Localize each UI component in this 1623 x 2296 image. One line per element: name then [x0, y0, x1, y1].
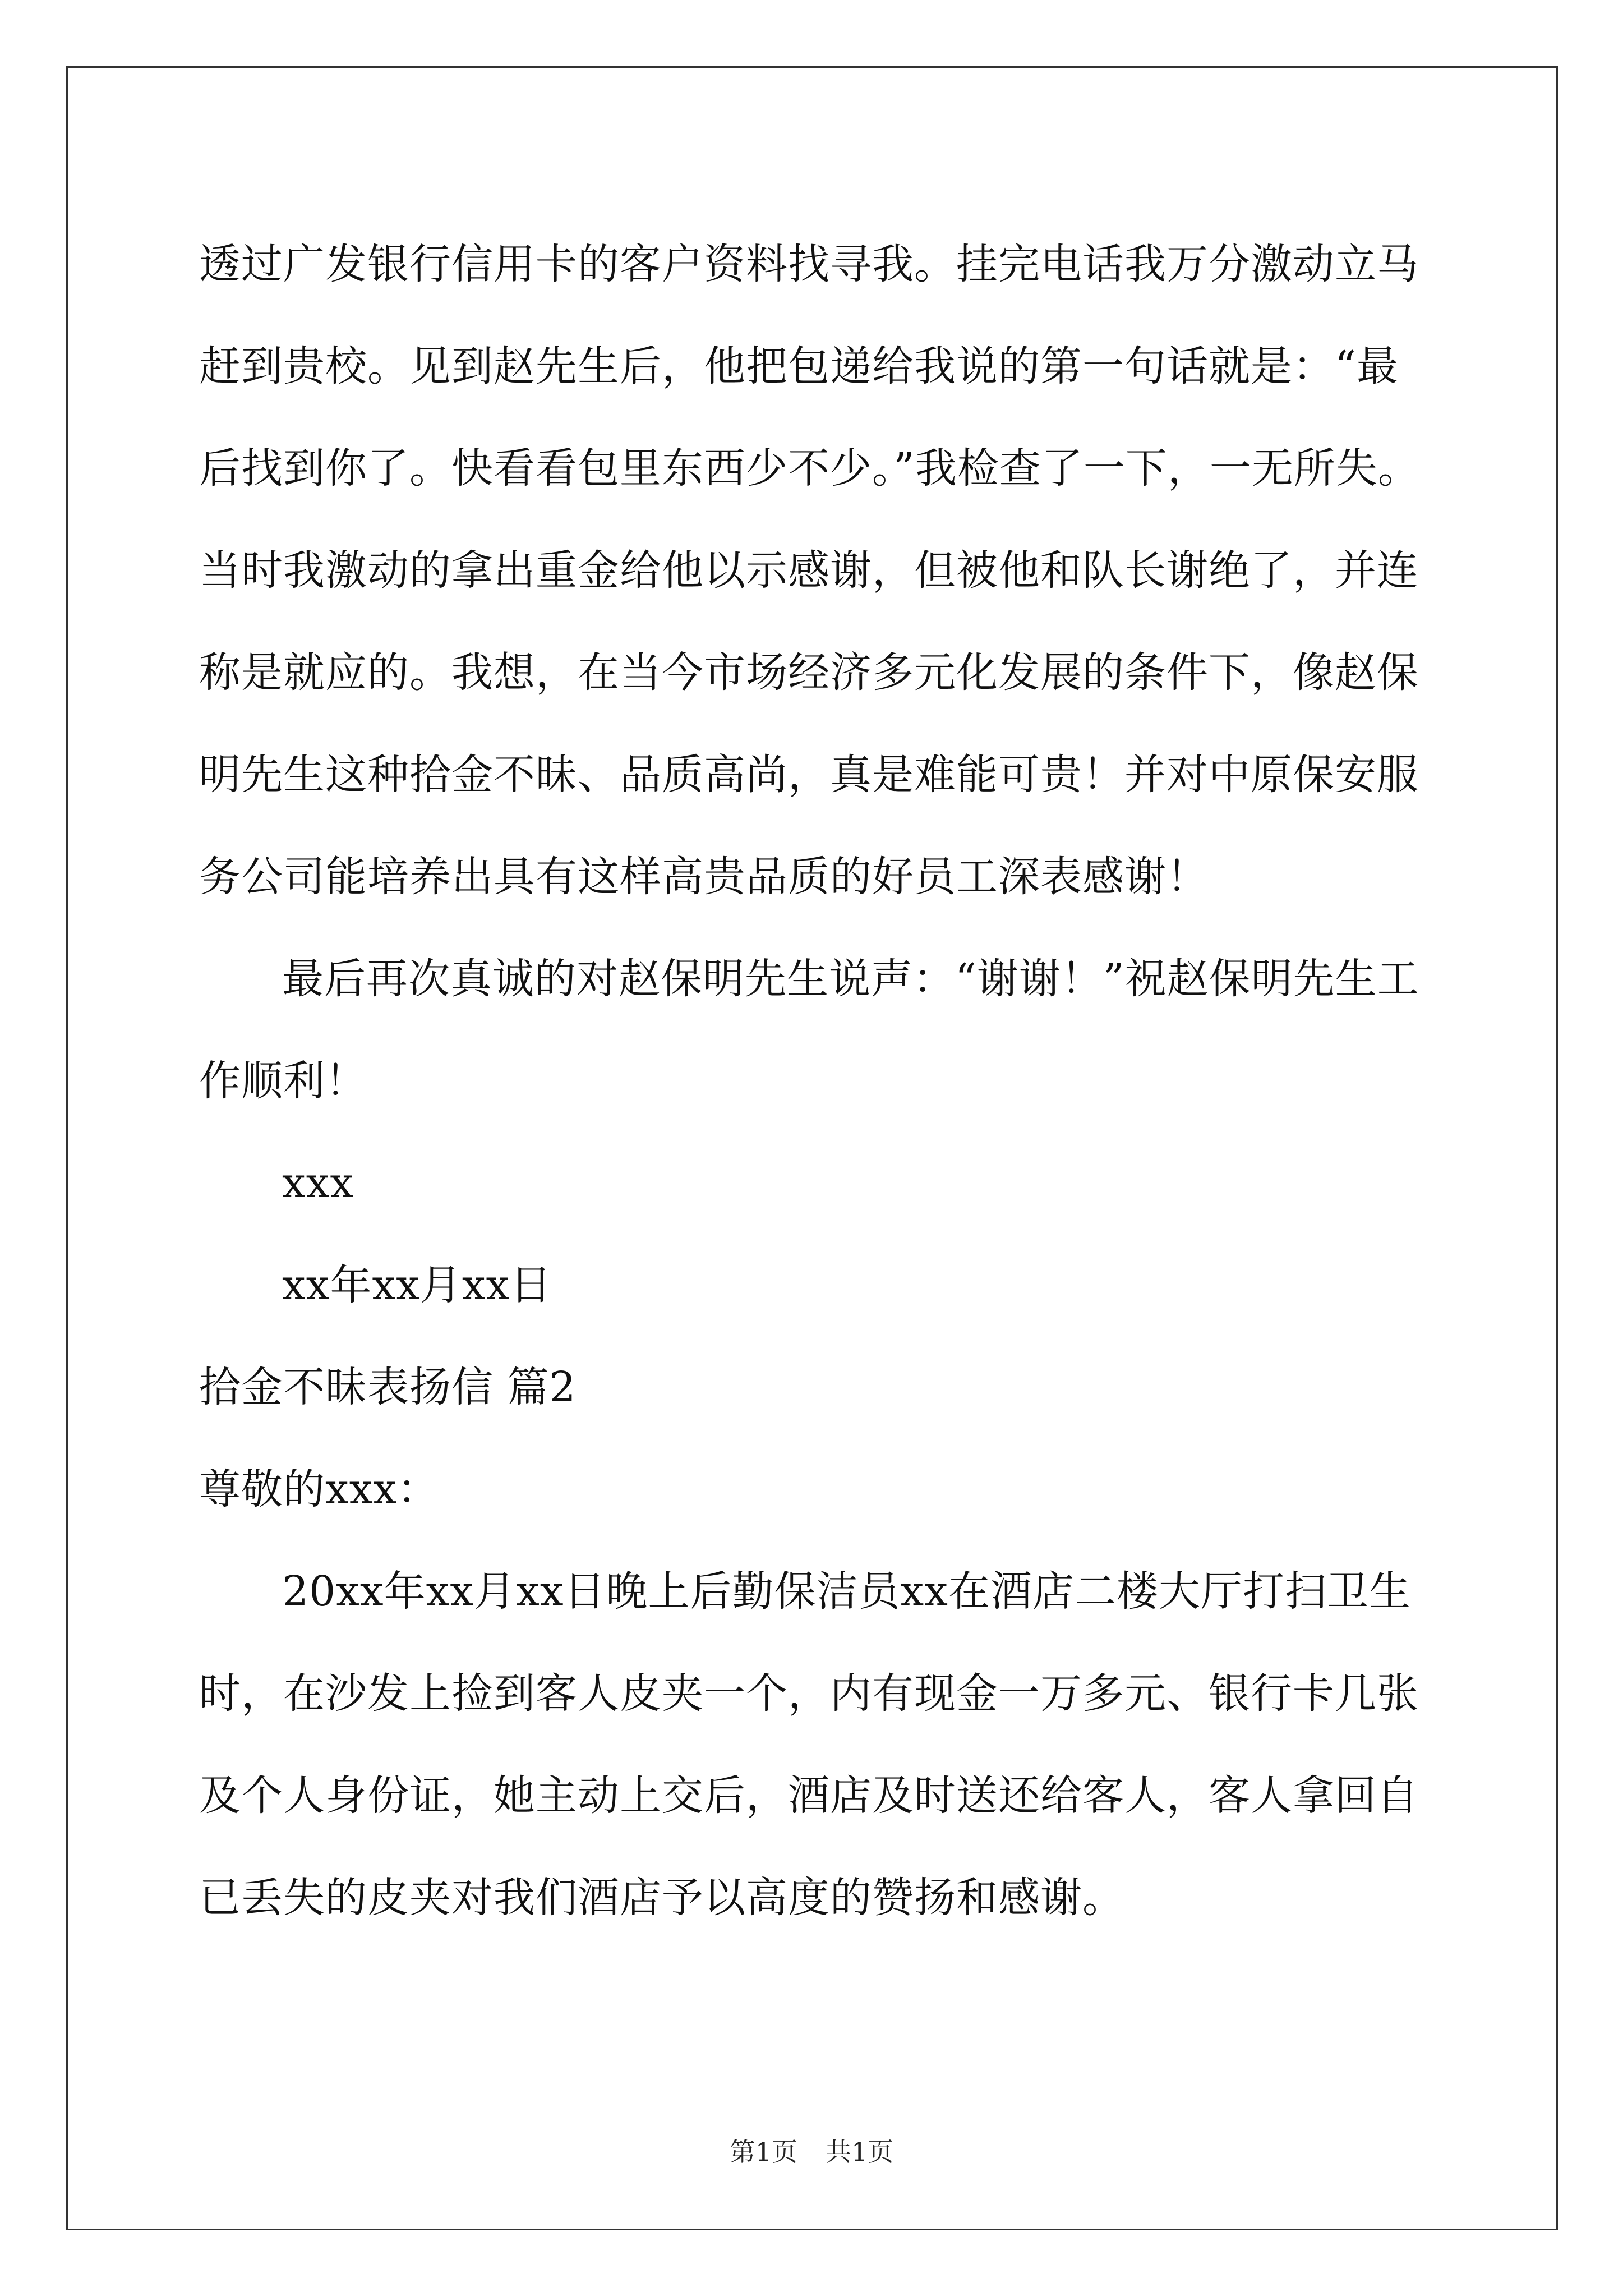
page-number: 第1页: [729, 2137, 797, 2167]
paragraph-letter-body: 透过广发银行信用卡的客户资料找寻我。挂完电话我万分激动立马赶到贵校。见到赵先生后，他把包递给我说的第一句话就是：“最后找到你了。快看看包里东西少不少。”我检查了一下，一无所失。当时我激动的拿出重金给他以示感谢，但被他和队长谢绝了，并连称是就应的。我想，在当今市场经济多元化发展的条件下，像赵保明先生这种拾金不昧、品质高尚，真是难能可贵！并对中原保安服务公司能培养出具有这样高贵品质的好员工深表感谢！: [199, 240, 1420, 901]
document-body: [199, 213, 1433, 1949]
page-footer: [0, 2132, 1623, 2169]
paragraph-second-letter: 20xx年xx月xx日晚上后勤保洁员xx在酒店二楼大厅打扫卫生时，在沙发上捡到客人皮夹一个，内有现金一万多元、银行卡几张及个人身份证，她主动上交后，酒店及时送还给客人，客人拿回自已丢失的皮夹对我们酒店予以高度的赞扬和感谢。: [199, 1567, 1419, 1922]
salutation: 尊敬的xxx：: [199, 1465, 440, 1513]
signature-name: xxx: [282, 1159, 354, 1207]
section-heading: 拾金不昧表扬信 篇2: [199, 1363, 577, 1411]
signature-date: xx年xx月xx日: [282, 1261, 552, 1309]
page-total: 共1页: [826, 2137, 894, 2167]
paragraph-closing-thanks: 最后再次真诚的对赵保明先生说声：“谢谢！”祝赵保明先生工作顺利！: [199, 955, 1419, 1105]
